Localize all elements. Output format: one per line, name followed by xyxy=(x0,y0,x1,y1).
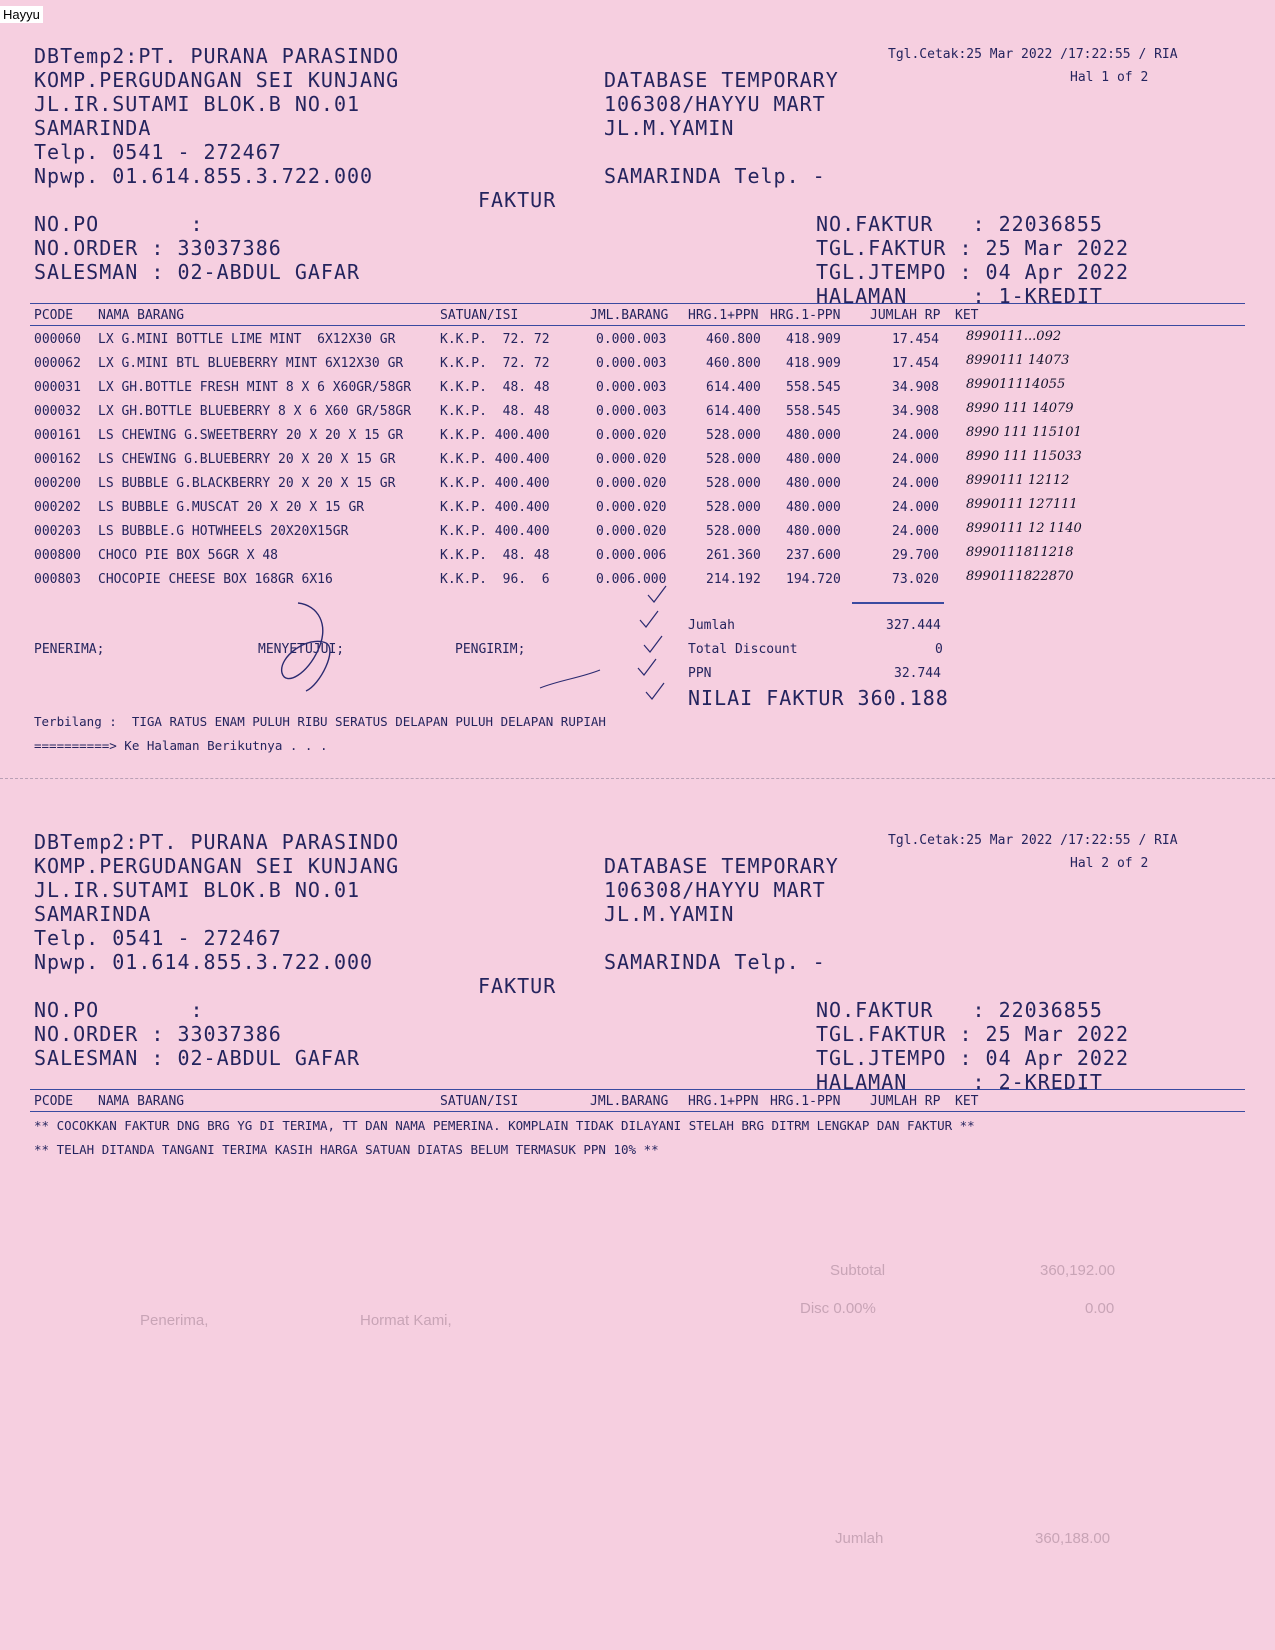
doc-title: FAKTUR xyxy=(478,974,557,998)
item-pcode: 000032 xyxy=(34,404,81,419)
discount-label: Total Discount xyxy=(688,642,798,657)
item-qty: 0.000.003 xyxy=(596,356,667,371)
recipient-line: 106308/HAYYU MART xyxy=(604,878,826,902)
jumlah-value: 327.444 xyxy=(886,618,941,633)
item-satuan: K.K.P. 48. 48 xyxy=(440,380,550,395)
item-name: LS BUBBLE G.MUSCAT 20 X 20 X 15 GR xyxy=(98,500,365,515)
item-qty: 0.000.020 xyxy=(596,452,667,467)
sender-line: JL.IR.SUTAMI BLOK.B NO.01 xyxy=(34,92,361,116)
item-name: LX G.MINI BTL BLUEBERRY MINT 6X12X30 GR xyxy=(98,356,404,371)
sender-line: Npwp. 01.614.855.3.722.000 xyxy=(34,164,374,188)
item-amount: 24.000 xyxy=(892,500,939,515)
sender-line: SAMARINDA xyxy=(34,116,152,140)
item-price-excl: 418.909 xyxy=(786,356,841,371)
item-price-incl: 460.800 xyxy=(706,356,761,371)
meta-due-date: TGL.JTEMPO : 04 Apr 2022 xyxy=(816,1046,1129,1070)
handwritten-barcode-note: 8990111 127111 xyxy=(966,497,1078,512)
handwritten-barcode-note: 899011114055 xyxy=(966,377,1066,392)
check-marks xyxy=(520,560,700,710)
item-pcode: 000803 xyxy=(34,572,81,587)
penerima-label: PENERIMA; xyxy=(34,642,105,657)
col-hrg1: HRG.1+PPN xyxy=(688,308,759,323)
item-amount: 17.454 xyxy=(892,356,939,371)
item-amount: 34.908 xyxy=(892,404,939,419)
item-name: LS BUBBLE G.BLACKBERRY 20 X 20 X 15 GR xyxy=(98,476,396,491)
item-name: LS CHEWING G.BLUEBERRY 20 X 20 X 15 GR xyxy=(98,452,396,467)
col-ket: KET xyxy=(955,308,979,323)
col-nama: NAMA BARANG xyxy=(98,1094,185,1109)
item-amount: 34.908 xyxy=(892,380,939,395)
col-jml: JML.BARANG xyxy=(590,1094,669,1109)
item-satuan: K.K.P. 48. 48 xyxy=(440,548,550,563)
item-name: LS BUBBLE.G HOTWHEELS 20X20X15GR xyxy=(98,524,349,539)
item-satuan: K.K.P. 400.400 xyxy=(440,476,550,491)
meta-salesman: SALESMAN : 02-ABDUL GAFAR xyxy=(34,1046,361,1070)
handwritten-barcode-note: 8990111822870 xyxy=(966,569,1074,584)
ghost-disc: 0.00 xyxy=(1085,1300,1115,1317)
item-price-incl: 614.400 xyxy=(706,380,761,395)
handwritten-barcode-note: 8990 111 14079 xyxy=(966,401,1074,416)
handwritten-barcode-note: 8990111 12112 xyxy=(966,473,1070,488)
table-row xyxy=(34,473,1264,500)
sender-line: KOMP.PERGUDANGAN SEI KUNJANG xyxy=(34,68,400,92)
recipient-line: DATABASE TEMPORARY xyxy=(604,68,839,92)
menyetujui-label: MENYETUJUI; xyxy=(258,642,345,657)
item-amount: 17.454 xyxy=(892,332,939,347)
item-price-incl: 528.000 xyxy=(706,428,761,443)
handwritten-barcode-note: 8990 111 115101 xyxy=(966,425,1082,440)
header-rule xyxy=(30,1089,1245,1090)
item-satuan: K.K.P. 400.400 xyxy=(440,500,550,515)
item-price-incl: 214.192 xyxy=(706,572,761,587)
item-qty: 0.000.020 xyxy=(596,500,667,515)
item-pcode: 000800 xyxy=(34,548,81,563)
item-price-excl: 480.000 xyxy=(786,524,841,539)
jumlah-label: Jumlah xyxy=(688,618,735,633)
item-pcode: 000203 xyxy=(34,524,81,539)
footer-note: ** TELAH DITANDA TANGANI TERIMA KASIH HARGA SATUAN DIATAS BELUM TERMASUK PPN 10% ** xyxy=(34,1142,659,1157)
handwritten-barcode-note: 8990111 12 1140 xyxy=(966,521,1082,536)
doc-title: FAKTUR xyxy=(478,188,557,212)
header-rule xyxy=(30,1111,1245,1112)
item-price-excl: 558.545 xyxy=(786,404,841,419)
ghost-penerima: Penerima, xyxy=(140,1312,209,1329)
meta-faktur-no: NO.FAKTUR : 22036855 xyxy=(816,212,1103,236)
col-hrg2: HRG.1-PPN xyxy=(770,1094,841,1109)
perforation-line xyxy=(0,778,1275,779)
item-qty: 0.006.000 xyxy=(596,572,667,587)
item-amount: 24.000 xyxy=(892,476,939,491)
table-row xyxy=(34,449,1264,476)
item-price-incl: 528.000 xyxy=(706,524,761,539)
item-qty: 0.000.006 xyxy=(596,548,667,563)
table-row xyxy=(34,329,1264,356)
ghost-hormat: Hormat Kami, xyxy=(360,1312,452,1329)
header-rule xyxy=(30,325,1245,326)
meta-salesman: SALESMAN : 02-ABDUL GAFAR xyxy=(34,260,361,284)
recipient-line: 106308/HAYYU MART xyxy=(604,92,826,116)
item-name: CHOCOPIE CHEESE BOX 168GR 6X16 xyxy=(98,572,333,587)
item-name: LX GH.BOTTLE FRESH MINT 8 X 6 X60GR/58GR xyxy=(98,380,412,395)
sum-rule xyxy=(852,602,944,604)
item-price-incl: 528.000 xyxy=(706,500,761,515)
sender-line: Npwp. 01.614.855.3.722.000 xyxy=(34,950,374,974)
ghost-subtotal-label: Subtotal xyxy=(830,1262,886,1279)
item-price-excl: 480.000 xyxy=(786,500,841,515)
col-ket: KET xyxy=(955,1094,979,1109)
item-name: LX GH.BOTTLE BLUEBERRY 8 X 6 X60 GR/58GR xyxy=(98,404,412,419)
meta-faktur-date: TGL.FAKTUR : 25 Mar 2022 xyxy=(816,236,1129,260)
item-price-incl: 614.400 xyxy=(706,404,761,419)
sender-line: JL.IR.SUTAMI BLOK.B NO.01 xyxy=(34,878,361,902)
sender-line: KOMP.PERGUDANGAN SEI KUNJANG xyxy=(34,854,400,878)
item-qty: 0.000.003 xyxy=(596,380,667,395)
item-price-excl: 480.000 xyxy=(786,428,841,443)
item-pcode: 000200 xyxy=(34,476,81,491)
item-satuan: K.K.P. 72. 72 xyxy=(440,356,550,371)
header-rule xyxy=(30,303,1245,304)
item-price-incl: 528.000 xyxy=(706,452,761,467)
discount-value: 0 xyxy=(935,642,943,657)
item-amount: 24.000 xyxy=(892,452,939,467)
item-name: LX G.MINI BOTTLE LIME MINT 6X12X30 GR xyxy=(98,332,396,347)
page-number: Hal 1 of 2 xyxy=(1070,70,1149,85)
footer-note: ** COCOKKAN FAKTUR DNG BRG YG DI TERIMA, TT DAN NAMA PEMERINA. KOMPLAIN TIDAK DILAYANI STELAH BRG DITRM LENGKAP DAN FAKTUR ** xyxy=(34,1118,975,1133)
item-amount: 24.000 xyxy=(892,524,939,539)
handwritten-barcode-note: 8990 111 115033 xyxy=(966,449,1082,464)
meta-due-date: TGL.JTEMPO : 04 Apr 2022 xyxy=(816,260,1129,284)
item-qty: 0.000.003 xyxy=(596,404,667,419)
item-pcode: 000031 xyxy=(34,380,81,395)
page-number: Hal 2 of 2 xyxy=(1070,856,1149,871)
item-price-excl: 237.600 xyxy=(786,548,841,563)
col-pcode: PCODE xyxy=(34,1094,74,1109)
item-name: LS CHEWING G.SWEETBERRY 20 X 20 X 15 GR xyxy=(98,428,404,443)
ghost-jumlah-label: Jumlah xyxy=(835,1530,884,1547)
item-amount: 24.000 xyxy=(892,428,939,443)
item-amount: 73.020 xyxy=(892,572,939,587)
pengirim-label: PENGIRIM; xyxy=(455,642,526,657)
col-satuan: SATUAN/ISI xyxy=(440,308,519,323)
handwritten-barcode-note: 8990111 14073 xyxy=(966,353,1070,368)
item-qty: 0.000.020 xyxy=(596,524,667,539)
item-price-excl: 418.909 xyxy=(786,332,841,347)
item-name: CHOCO PIE BOX 56GR X 48 xyxy=(98,548,279,563)
item-satuan: K.K.P. 72. 72 xyxy=(440,332,550,347)
item-price-excl: 558.545 xyxy=(786,380,841,395)
signature-scribble xyxy=(268,595,348,695)
print-info: Tgl.Cetak:25 Mar 2022 /17:22:55 / RIA xyxy=(888,833,1178,848)
handwritten-barcode-note: 8990111...092 xyxy=(966,329,1062,344)
ppn-label: PPN xyxy=(688,666,712,681)
terbilang: Terbilang : TIGA RATUS ENAM PULUH RIBU SERATUS DELAPAN PULUH DELAPAN RUPIAH xyxy=(34,714,606,729)
ppn-value: 32.744 xyxy=(894,666,941,681)
item-qty: 0.000.003 xyxy=(596,332,667,347)
recipient-line: SAMARINDA Telp. - xyxy=(604,950,826,974)
item-pcode: 000161 xyxy=(34,428,81,443)
meta-faktur-date: TGL.FAKTUR : 25 Mar 2022 xyxy=(816,1022,1129,1046)
item-pcode: 000162 xyxy=(34,452,81,467)
item-amount: 29.700 xyxy=(892,548,939,563)
sender-line: DBTemp2:PT. PURANA PARASINDO xyxy=(34,44,400,68)
ghost-subtotal: 360,192.00 xyxy=(1040,1262,1116,1279)
meta-order: NO.ORDER : 33037386 xyxy=(34,1022,282,1046)
item-satuan: K.K.P. 400.400 xyxy=(440,524,550,539)
sender-line: Telp. 0541 - 272467 xyxy=(34,926,282,950)
col-jml: JML.BARANG xyxy=(590,308,669,323)
col-jumlah: JUMLAH RP xyxy=(870,308,941,323)
meta-order: NO.ORDER : 33037386 xyxy=(34,236,282,260)
table-row xyxy=(34,377,1264,404)
item-pcode: 000202 xyxy=(34,500,81,515)
handwritten-barcode-note: 8990111811218 xyxy=(966,545,1074,560)
next-page-note: ==========> Ke Halaman Berikutnya . . . xyxy=(34,738,328,753)
recipient-line: JL.M.YAMIN xyxy=(604,902,735,926)
col-nama: NAMA BARANG xyxy=(98,308,185,323)
table-row xyxy=(34,353,1264,380)
sender-line: SAMARINDA xyxy=(34,902,152,926)
ghost-disc-label: Disc 0.00% xyxy=(800,1300,876,1317)
meta-halaman: HALAMAN : 2-KREDIT xyxy=(816,1070,1103,1094)
item-satuan: K.K.P. 48. 48 xyxy=(440,404,550,419)
item-satuan: K.K.P. 400.400 xyxy=(440,452,550,467)
col-pcode: PCODE xyxy=(34,308,74,323)
item-price-excl: 480.000 xyxy=(786,476,841,491)
item-price-incl: 261.360 xyxy=(706,548,761,563)
recipient-line: DATABASE TEMPORARY xyxy=(604,854,839,878)
sender-line: Telp. 0541 - 272467 xyxy=(34,140,282,164)
col-jumlah: JUMLAH RP xyxy=(870,1094,941,1109)
item-price-excl: 480.000 xyxy=(786,452,841,467)
item-pcode: 000062 xyxy=(34,356,81,371)
corner-tag: Hayyu xyxy=(0,6,43,23)
meta-po: NO.PO : xyxy=(34,998,204,1022)
meta-po: NO.PO : xyxy=(34,212,204,236)
meta-halaman: HALAMAN : 1-KREDIT xyxy=(816,284,1103,308)
item-satuan: K.K.P. 400.400 xyxy=(440,428,550,443)
recipient-line: JL.M.YAMIN xyxy=(604,116,735,140)
item-satuan: K.K.P. 96. 6 xyxy=(440,572,550,587)
item-price-incl: 460.800 xyxy=(706,332,761,347)
print-info: Tgl.Cetak:25 Mar 2022 /17:22:55 / RIA xyxy=(888,47,1178,62)
col-hrg1: HRG.1+PPN xyxy=(688,1094,759,1109)
item-qty: 0.000.020 xyxy=(596,428,667,443)
item-price-excl: 194.720 xyxy=(786,572,841,587)
item-pcode: 000060 xyxy=(34,332,81,347)
item-price-incl: 528.000 xyxy=(706,476,761,491)
recipient-line: SAMARINDA Telp. - xyxy=(604,164,826,188)
col-hrg2: HRG.1-PPN xyxy=(770,308,841,323)
item-qty: 0.000.020 xyxy=(596,476,667,491)
table-row xyxy=(34,521,1264,548)
col-satuan: SATUAN/ISI xyxy=(440,1094,519,1109)
ghost-jumlah: 360,188.00 xyxy=(1035,1530,1111,1547)
sender-line: DBTemp2:PT. PURANA PARASINDO xyxy=(34,830,400,854)
meta-faktur-no: NO.FAKTUR : 22036855 xyxy=(816,998,1103,1022)
nilai-faktur: NILAI FAKTUR 360.188 xyxy=(688,686,949,710)
